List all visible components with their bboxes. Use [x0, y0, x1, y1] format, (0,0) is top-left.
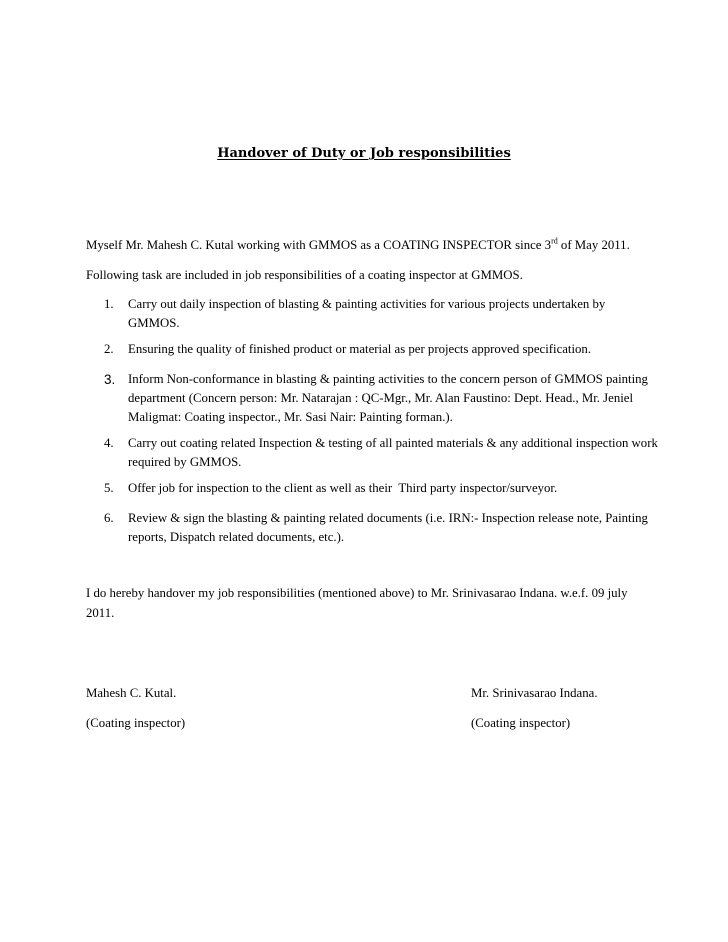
task-number: 5. [104, 481, 114, 495]
task-text: Carry out coating related Inspection & testing of all painted materials & any additional inspection work required by GMMOS. [128, 436, 658, 469]
signatory-right-role: (Coating inspector) [471, 716, 571, 730]
task-number: 1. [104, 297, 114, 311]
intro-line-2: Following task are included in job responsibilities of a coating inspector at GMMOS. [86, 268, 523, 282]
task-text: Inform Non-conformance in blasting & painting activities to the concern person of GMMOS painting department (Concern person: Mr. Natarajan : QC-Mgr., Mr. Alan Faustino: Dept. Head., Mr. Jeniel Maligmat: Coating inspector., Mr. Sasi Nair: Painting forman.). [128, 372, 648, 424]
signatory-right-name: Mr. Srinivasarao Indana. [471, 686, 598, 700]
task-number: 6. [104, 511, 114, 525]
task-text: Carry out daily inspection of blasting & painting activities for various projects undertaken by GMMOS. [128, 297, 606, 330]
intro-line-1 [86, 235, 656, 255]
handover-statement: I do hereby handover my job responsibilities (mentioned above) to Mr. Srinivasarao Indana. w.e.f. 09 july 2011. [86, 586, 628, 620]
document-title: Handover of Duty or Job responsibilities [217, 146, 511, 161]
intro-line-1-superscript: rd [551, 236, 558, 246]
task-number: 2. [104, 342, 114, 356]
task-text: Ensuring the quality of finished product or material as per projects approved specification. [128, 342, 592, 356]
task-text: Review & sign the blasting & painting related documents (i.e. IRN:- Inspection release note, Painting reports, Dispatch related documents, etc.). [128, 511, 648, 544]
signatory-left-name: Mahesh C. Kutal. [86, 686, 177, 700]
task-text: Offer job for inspection to the client as well as their Third party inspector/surveyor. [128, 481, 558, 495]
intro-line-1-text: Myself Mr. Mahesh C. Kutal working with GMMOS as a COATING INSPECTOR since 3 [86, 238, 552, 252]
intro-line-1-tail: of May 2011. [557, 238, 630, 252]
task-number: 3. [104, 372, 116, 387]
signatory-left-role: (Coating inspector) [86, 716, 186, 730]
task-number: 4. [104, 436, 114, 450]
